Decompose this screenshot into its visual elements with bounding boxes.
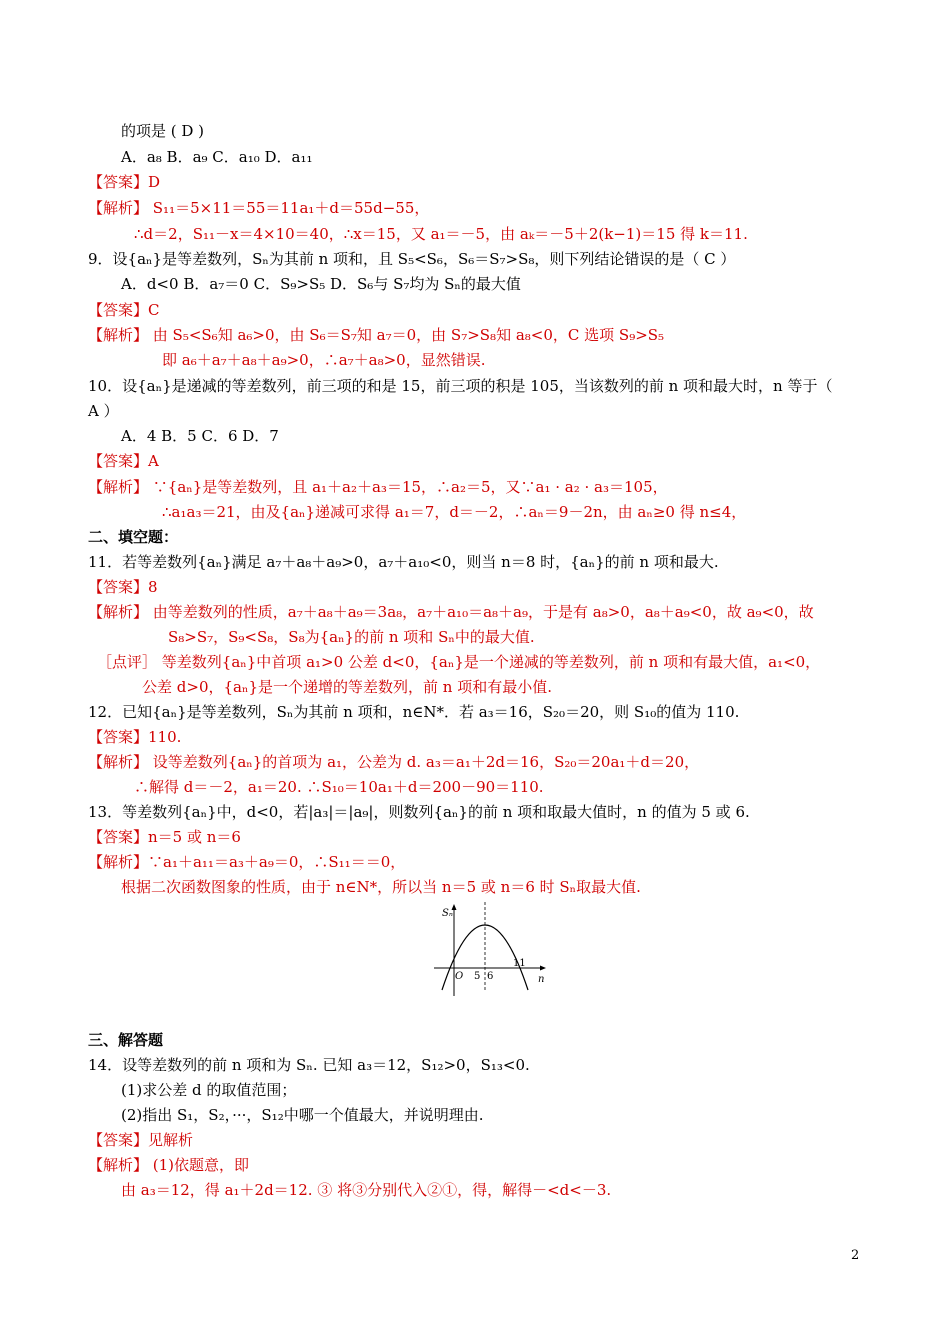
line-body: A [148, 452, 159, 470]
label-tag: 【答案】 [88, 173, 149, 191]
label-tag: 【答案】 [88, 728, 149, 746]
line-body: 110. [148, 728, 182, 746]
label-tag: 【解析】 [88, 1156, 149, 1174]
line-body: D [148, 173, 161, 191]
line-body: ∵{aₙ}是等差数列，且 a₁＋a₂＋a₃＝15，∴a₂＝5，又∵a₁ · a₂ · a₃＝105， [148, 478, 668, 496]
label-tag: 【解析】 [88, 603, 149, 621]
text-line: A．4 B．5 C．6 D．7 [121, 427, 279, 445]
text-line [88, 577, 158, 597]
tick-label-11: 11 [513, 958, 526, 969]
text-line [88, 172, 160, 192]
x-axis-arrow [540, 966, 546, 971]
text-line [88, 1155, 249, 1175]
text-line: (2)指出 S₁，S₂，···，S₁₂中哪一个值最大，并说明理由. [121, 1106, 484, 1124]
label-tag: 【解析】 [88, 853, 149, 871]
text-line [88, 1130, 193, 1150]
page-number: 2 [851, 1248, 860, 1263]
text-line [88, 300, 160, 320]
tick-label-5: 5 [474, 971, 481, 982]
y-axis-label: Sₙ [442, 908, 453, 919]
text-line [88, 752, 699, 772]
label-tag: ［点评］ [97, 653, 158, 671]
x-axis-label: n [538, 974, 545, 985]
label-tag: 【答案】 [88, 828, 149, 846]
text-line: 根据二次函数图象的性质，由于 n∈N*，所以当 n＝5 或 n＝6 时 Sₙ取最大值. [121, 878, 641, 896]
text-line: 10．设{aₙ}是递减的等差数列，前三项的和是 15，前三项的积是 105，当该数列的前 n 项和最大时，n 等于（ [88, 377, 833, 395]
text-line [88, 727, 181, 747]
line-body: C [148, 301, 160, 319]
line-body: S₁₁＝5×11＝55＝11a₁＋d＝55d−55， [148, 199, 430, 217]
text-line: 13．等差数列{aₙ}中，d<0，若|a₃|＝|a₉|，则数列{aₙ}的前 n 项和取最大值时，n 的值为 5 或 6. [88, 803, 750, 821]
text-line: ∴d＝2，S₁₁－x＝4×10＝40，∴x＝15，又 a₁＝－5，由 aₖ＝－5＋2(k−1)＝15 得 k＝11. [134, 225, 748, 243]
text-line: A．d<0 B．a₇＝0 C．S₉>S₅ D．S₆与 S₇均为 Sₙ的最大值 [121, 275, 521, 293]
text-line [88, 827, 241, 847]
label-tag: 【答案】 [88, 1131, 149, 1149]
line-body: 8 [148, 578, 158, 596]
text-line: 12．已知{aₙ}是等差数列，Sₙ为其前 n 项和，n∈N*．若 a₃＝16，S₂₀＝20，则 S₁₀的值为 110. [88, 703, 740, 721]
text-line [88, 477, 668, 497]
origin-label: O [455, 971, 464, 982]
text-line: 11．若等差数列{aₙ}满足 a₇＋a₈＋a₉>0，a₇＋a₁₀<0，则当 n＝8 时，{aₙ}的前 n 项和最大. [88, 553, 719, 571]
text-line [88, 602, 814, 622]
text-line: 14．设等差数列的前 n 项和为 Sₙ. 已知 a₃＝12，S₁₂>0，S₁₃<0. [88, 1056, 530, 1074]
text-line: 公差 d>0，{aₙ}是一个递增的等差数列，前 n 项和有最小值. [142, 678, 552, 696]
text-line [88, 451, 159, 471]
text-line: A ） [88, 402, 119, 420]
line-body: 设等差数列{aₙ}的首项为 a₁，公差为 d. a₃＝a₁＋2d＝16，S₂₀＝20a₁＋d＝20， [148, 753, 700, 771]
section-heading: 三、解答题 [88, 1031, 164, 1049]
line-body: 由 S₅<S₆知 a₆>0，由 S₆＝S₇知 a₇＝0，由 S₇>S₈知 a₈<0，C 选项 S₉>S₅ [148, 326, 665, 344]
tick-label-6: 6 [487, 971, 494, 982]
section-heading: 二、填空题： [88, 528, 179, 546]
text-line: S₈>S₇，S₉<S₈，S₈为{aₙ}的前 n 项和 Sₙ中的最大值. [168, 628, 535, 646]
label-tag: 【解析】 [88, 199, 149, 217]
text-line: 9．设{aₙ}是等差数列，Sₙ为其前 n 项和，且 S₅<S₆，S₆＝S₇>S₈，则下列结论错误的是（ C ） [88, 250, 736, 268]
text-line: 即 a₆＋a₇＋a₈＋a₉>0，∴a₇＋a₈>0，显然错误. [162, 351, 486, 369]
label-tag: 【答案】 [88, 301, 149, 319]
text-line: 的项是 ( D ) [121, 122, 205, 140]
text-line [88, 198, 429, 218]
text-line: (1)求公差 d 的取值范围； [121, 1081, 297, 1099]
text-line: ∴a₁a₃＝21，由及{aₙ}递减可求得 a₁＝7，d＝－2，∴aₙ＝9－2n，由 aₙ≥0 得 n≤4， [162, 503, 747, 521]
text-line: 由 a₃＝12，得 a₁＋2d＝12. ③ 将③分别代入②①，得，解得－<d<－3. [121, 1181, 612, 1199]
label-tag: 【解析】 [88, 326, 149, 344]
line-body: ∵a₁＋a₁₁＝a₃＋a₉＝0，∴S₁₁＝＝0， [148, 853, 406, 871]
text-line: ∴解得 d＝－2，a₁＝20. ∴S₁₀＝10a₁＋d＝200－90＝110. [134, 778, 544, 796]
label-tag: 【解析】 [88, 478, 149, 496]
line-body: n＝5 或 n＝6 [148, 828, 241, 846]
sn-parabola-graph [428, 902, 553, 1002]
label-tag: 【解析】 [88, 753, 149, 771]
text-line [88, 852, 405, 872]
label-tag: 【答案】 [88, 452, 149, 470]
line-body: (1)依题意，即 [148, 1156, 250, 1174]
text-line: A．a₈ B．a₉ C．a₁₀ D．a₁₁ [121, 148, 313, 166]
text-line [97, 652, 820, 672]
line-body: 见解析 [148, 1131, 194, 1149]
line-body: 等差数列{aₙ}中首项 a₁>0 公差 d<0，{aₙ}是一个递减的等差数列，前 n 项和有最大值，a₁<0， [157, 653, 821, 671]
text-line [88, 325, 664, 345]
line-body: 由等差数列的性质，a₇＋a₈＋a₉＝3a₈，a₇＋a₁₀＝a₈＋a₉，于是有 a₈>0，a₈＋a₉<0，故 a₉<0，故 [148, 603, 814, 621]
label-tag: 【答案】 [88, 578, 149, 596]
